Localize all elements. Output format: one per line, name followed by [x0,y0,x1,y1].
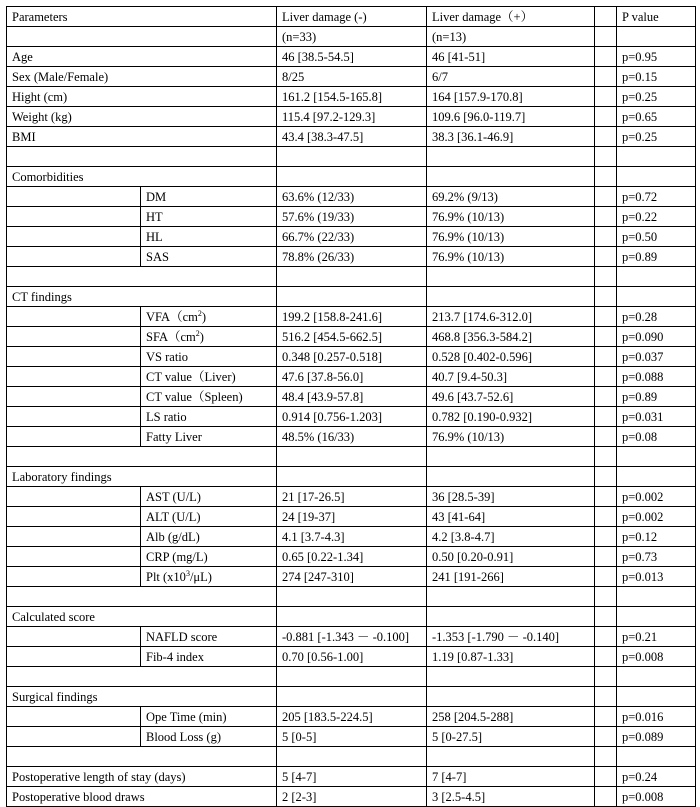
empty-cell [427,287,595,307]
row-label-text: Weight (kg) [12,110,72,124]
section-header-row [7,287,696,307]
indent-cell [7,307,141,327]
spacer-cell [595,307,617,327]
p-value: p=0.89 [617,247,696,267]
table-row [7,187,696,207]
row-label-text: Ope Time (min) [146,710,227,724]
row-label [141,567,277,587]
empty-cell [7,587,277,607]
value-liver-damage-negative: 0.70 [0.56-1.00] [277,647,427,667]
indent-cell [7,387,141,407]
row-label [141,627,277,647]
value-liver-damage-positive: 5 [0-27.5] [427,727,595,747]
spacer-cell [595,287,617,307]
empty-cell [277,687,427,707]
value-liver-damage-positive: 69.2% (9/13) [427,187,595,207]
value-liver-damage-positive: 7 [4-7] [427,767,595,787]
table-row [7,567,696,587]
value-liver-damage-negative: 24 [19-37] [277,507,427,527]
table-row [7,727,696,747]
p-value: p=0.73 [617,547,696,567]
spacer-cell [595,347,617,367]
header-row [7,7,696,27]
indent-cell [7,507,141,527]
empty-cell [7,267,277,287]
comparison-table [6,6,696,807]
table-row [7,387,696,407]
table-row [7,87,696,107]
spacer-cell [595,107,617,127]
empty-cell [617,287,696,307]
row-label [141,367,277,387]
indent-cell [7,427,141,447]
p-value: p=0.088 [617,367,696,387]
empty-cell [427,147,595,167]
spacer-cell [595,407,617,427]
table-row [7,787,696,807]
row-label-text: AST (U/L) [146,490,201,504]
empty-cell [277,167,427,187]
p-value: p=0.12 [617,527,696,547]
indent-cell [7,487,141,507]
spacer-cell [595,227,617,247]
empty-cell [617,607,696,627]
value-liver-damage-negative: 5 [0-5] [277,727,427,747]
empty-cell [617,147,696,167]
spacer-cell [595,547,617,567]
p-value: p=0.15 [617,67,696,87]
spacer-cell [595,767,617,787]
p-value: p=0.089 [617,727,696,747]
empty-cell [277,747,427,767]
empty-cell [617,747,696,767]
row-label [141,227,277,247]
row-label [141,347,277,367]
table-row [7,127,696,147]
p-value: p=0.008 [617,647,696,667]
empty-cell [277,447,427,467]
value-liver-damage-positive: 213.7 [174.6-312.0] [427,307,595,327]
row-label-text: Postoperative blood draws [12,790,145,804]
indent-cell [7,347,141,367]
table-row [7,207,696,227]
spacer-cell [595,567,617,587]
indent-cell [7,407,141,427]
value-liver-damage-positive: 6/7 [427,67,595,87]
spacer-cell [595,447,617,467]
table-row [7,347,696,367]
table-row [7,367,696,387]
spacer-cell [595,127,617,147]
empty-cell [617,467,696,487]
table-row [7,547,696,567]
empty-cell [617,667,696,687]
empty-cell [427,607,595,627]
header-n-positive: (n=13) [427,27,595,47]
row-label-text: SAS [146,250,169,264]
row-label-text: Hight (cm) [12,90,68,104]
empty-cell [427,447,595,467]
blank-row [7,147,696,167]
p-value: p=0.08 [617,427,696,447]
empty-cell [277,287,427,307]
value-liver-damage-positive: 258 [204.5-288] [427,707,595,727]
p-value: p=0.21 [617,627,696,647]
row-label [141,187,277,207]
section-header-row [7,467,696,487]
value-liver-damage-negative: 57.6% (19/33) [277,207,427,227]
spacer-cell [595,47,617,67]
value-liver-damage-positive: -1.353 [-1.790 － -0.140] [427,627,595,647]
row-label [141,707,277,727]
value-liver-damage-negative: 0.65 [0.22-1.34] [277,547,427,567]
p-value: p=0.65 [617,107,696,127]
empty-cell [617,27,696,47]
value-liver-damage-positive: 76.9% (10/13) [427,207,595,227]
p-value: p=0.008 [617,787,696,807]
table-body [7,7,696,807]
empty-cell [277,267,427,287]
blank-row [7,587,696,607]
blank-row [7,747,696,767]
superscript: 3 [185,569,190,578]
p-value: p=0.95 [617,47,696,67]
spacer-cell [595,707,617,727]
row-label-suffix: /μL) [189,570,212,584]
spacer-cell [595,627,617,647]
spacer-cell [595,747,617,767]
empty-cell [277,467,427,487]
p-value: p=0.25 [617,87,696,107]
value-liver-damage-negative: 0.914 [0.756-1.203] [277,407,427,427]
spacer-cell [595,167,617,187]
row-label [7,87,277,107]
value-liver-damage-negative: 46 [38.5-54.5] [277,47,427,67]
spacer-cell [595,727,617,747]
value-liver-damage-negative: 2 [2-3] [277,787,427,807]
empty-cell [617,167,696,187]
row-label [141,247,277,267]
indent-cell [7,627,141,647]
spacer-cell [595,207,617,227]
empty-cell [277,667,427,687]
value-liver-damage-negative: 516.2 [454.5-662.5] [277,327,427,347]
value-liver-damage-positive: 109.6 [96.0-119.7] [427,107,595,127]
value-liver-damage-negative: -0.881 [-1.343 － -0.100] [277,627,427,647]
table-row [7,327,696,347]
empty-cell [617,447,696,467]
indent-cell [7,247,141,267]
row-label-text: CT value（Spleen) [146,390,243,404]
spacer-cell [595,327,617,347]
empty-cell [277,607,427,627]
table-row [7,647,696,667]
p-value: p=0.25 [617,127,696,147]
row-label-text: SFA（cm [146,330,196,344]
spacer-cell [595,507,617,527]
spacer-cell [595,187,617,207]
spacer-cell [595,367,617,387]
empty-cell [7,147,277,167]
spacer-cell [595,67,617,87]
value-liver-damage-positive: 1.19 [0.87-1.33] [427,647,595,667]
spacer-cell [595,527,617,547]
row-label [141,427,277,447]
p-value: p=0.002 [617,487,696,507]
spacer-cell [595,787,617,807]
indent-cell [7,207,141,227]
empty-cell [427,687,595,707]
spacer-cell [595,487,617,507]
indent-cell [7,327,141,347]
indent-cell [7,547,141,567]
row-label [141,307,277,327]
blank-row [7,267,696,287]
spacer-cell [595,7,617,27]
p-value: p=0.016 [617,707,696,727]
row-label [141,727,277,747]
value-liver-damage-negative: 47.6 [37.8-56.0] [277,367,427,387]
row-label-text: Fib-4 index [146,650,204,664]
p-value: p=0.002 [617,507,696,527]
row-label [141,407,277,427]
value-liver-damage-negative: 115.4 [97.2-129.3] [277,107,427,127]
value-liver-damage-negative: 63.6% (12/33) [277,187,427,207]
table-container [6,6,696,807]
row-label-suffix: ) [201,310,207,324]
section-title: Surgical findings [7,687,277,707]
row-label-text: Fatty Liver [146,430,202,444]
p-value: p=0.090 [617,327,696,347]
spacer-cell [595,467,617,487]
row-label [7,127,277,147]
row-label [141,647,277,667]
row-label-text: CRP (mg/L) [146,550,208,564]
row-label-text: VFA（cm [146,310,198,324]
value-liver-damage-positive: 76.9% (10/13) [427,247,595,267]
value-liver-damage-positive: 76.9% (10/13) [427,227,595,247]
section-title: Comorbidities [7,167,277,187]
value-liver-damage-positive: 3 [2.5-4.5] [427,787,595,807]
value-liver-damage-negative: 21 [17-26.5] [277,487,427,507]
p-value: p=0.72 [617,187,696,207]
row-label-text: Plt (x10 [146,570,186,584]
value-liver-damage-positive: 241 [191-266] [427,567,595,587]
p-value: p=0.89 [617,387,696,407]
row-label [141,547,277,567]
row-label [7,47,277,67]
table-row [7,107,696,127]
spacer-cell [595,267,617,287]
empty-cell [617,687,696,707]
row-label [7,787,277,807]
spacer-cell [595,147,617,167]
header-liver-damage-positive: Liver damage（+） [427,7,595,27]
table-row [7,47,696,67]
value-liver-damage-positive: 43 [41-64] [427,507,595,527]
value-liver-damage-positive: 46 [41-51] [427,47,595,67]
empty-cell [427,167,595,187]
value-liver-damage-negative: 48.4 [43.9-57.8] [277,387,427,407]
empty-cell [427,587,595,607]
table-row [7,527,696,547]
header-parameters: Parameters [7,7,277,27]
row-label-suffix: ) [199,330,204,344]
table-row [7,227,696,247]
spacer-cell [595,387,617,407]
spacer-cell [595,87,617,107]
empty-cell [427,747,595,767]
row-label-text: Blood Loss (g) [146,730,221,744]
value-liver-damage-negative: 4.1 [3.7-4.3] [277,527,427,547]
indent-cell [7,527,141,547]
p-value: p=0.22 [617,207,696,227]
value-liver-damage-negative: 78.8% (26/33) [277,247,427,267]
indent-cell [7,647,141,667]
section-header-row [7,167,696,187]
value-liver-damage-negative: 8/25 [277,67,427,87]
value-liver-damage-positive: 49.6 [43.7-52.6] [427,387,595,407]
empty-cell [427,267,595,287]
indent-cell [7,567,141,587]
table-row [7,507,696,527]
row-label-text: NAFLD score [146,630,218,644]
row-label [7,67,277,87]
p-value: p=0.24 [617,767,696,787]
row-label-text: Postoperative length of stay (days) [12,770,186,784]
indent-cell [7,707,141,727]
value-liver-damage-negative: 205 [183.5-224.5] [277,707,427,727]
table-row [7,307,696,327]
row-label-text: HT [146,210,163,224]
empty-cell [277,147,427,167]
empty-cell [7,747,277,767]
table-row [7,247,696,267]
row-label-text: BMI [12,130,36,144]
spacer-cell [595,687,617,707]
indent-cell [7,367,141,387]
spacer-cell [595,647,617,667]
header-n-row [7,27,696,47]
empty-cell [7,447,277,467]
value-liver-damage-positive: 4.2 [3.8-4.7] [427,527,595,547]
p-value: p=0.037 [617,347,696,367]
row-label [141,487,277,507]
value-liver-damage-positive: 40.7 [9.4-50.3] [427,367,595,387]
section-header-row [7,687,696,707]
value-liver-damage-negative: 199.2 [158.8-241.6] [277,307,427,327]
empty-cell [427,467,595,487]
spacer-cell [595,607,617,627]
table-row [7,767,696,787]
section-title: Laboratory findings [7,467,277,487]
value-liver-damage-positive: 76.9% (10/13) [427,427,595,447]
spacer-cell [595,247,617,267]
empty-cell [277,587,427,607]
value-liver-damage-negative: 161.2 [154.5-165.8] [277,87,427,107]
row-label [141,207,277,227]
value-liver-damage-negative: 66.7% (22/33) [277,227,427,247]
row-label-text: HL [146,230,163,244]
value-liver-damage-positive: 0.528 [0.402-0.596] [427,347,595,367]
spacer-cell [595,587,617,607]
p-value: p=0.50 [617,227,696,247]
table-row [7,427,696,447]
row-label [7,107,277,127]
section-title: Calculated score [7,607,277,627]
row-label-text: LS ratio [146,410,187,424]
row-label-text: DM [146,190,167,204]
row-label [7,767,277,787]
value-liver-damage-positive: 164 [157.9-170.8] [427,87,595,107]
empty-cell [7,667,277,687]
value-liver-damage-negative: 274 [247-310] [277,567,427,587]
value-liver-damage-negative: 48.5% (16/33) [277,427,427,447]
value-liver-damage-negative: 43.4 [38.3-47.5] [277,127,427,147]
row-label-text: Sex (Male/Female) [12,70,109,84]
empty-cell [427,667,595,687]
p-value: p=0.28 [617,307,696,327]
table-row [7,707,696,727]
indent-cell [7,227,141,247]
indent-cell [7,187,141,207]
empty-cell [617,267,696,287]
superscript: 2 [195,329,200,338]
section-header-row [7,607,696,627]
blank-row [7,447,696,467]
row-label-text: CT value（Liver) [146,370,236,384]
row-label-text: Age [12,50,33,64]
spacer-cell [595,27,617,47]
value-liver-damage-positive: 0.782 [0.190-0.932] [427,407,595,427]
p-value: p=0.013 [617,567,696,587]
value-liver-damage-positive: 0.50 [0.20-0.91] [427,547,595,567]
row-label-text: Alb (g/dL) [146,530,200,544]
row-label-text: ALT (U/L) [146,510,201,524]
row-label [141,327,277,347]
row-label [141,507,277,527]
value-liver-damage-positive: 36 [28.5-39] [427,487,595,507]
indent-cell [7,727,141,747]
blank-row [7,667,696,687]
row-label [141,387,277,407]
spacer-cell [595,667,617,687]
table-row [7,487,696,507]
value-liver-damage-negative: 5 [4-7] [277,767,427,787]
table-row [7,67,696,87]
value-liver-damage-negative: 0.348 [0.257-0.518] [277,347,427,367]
empty-cell [7,27,277,47]
table-row [7,407,696,427]
row-label-text: VS ratio [146,350,189,364]
empty-cell [617,587,696,607]
value-liver-damage-positive: 38.3 [36.1-46.9] [427,127,595,147]
header-p-value: P value [617,7,696,27]
table-row [7,627,696,647]
header-n-negative: (n=33) [277,27,427,47]
superscript: 2 [197,309,202,318]
p-value: p=0.031 [617,407,696,427]
section-title: CT findings [7,287,277,307]
header-liver-damage-negative: Liver damage (-) [277,7,427,27]
row-label [141,527,277,547]
value-liver-damage-positive: 468.8 [356.3-584.2] [427,327,595,347]
spacer-cell [595,427,617,447]
